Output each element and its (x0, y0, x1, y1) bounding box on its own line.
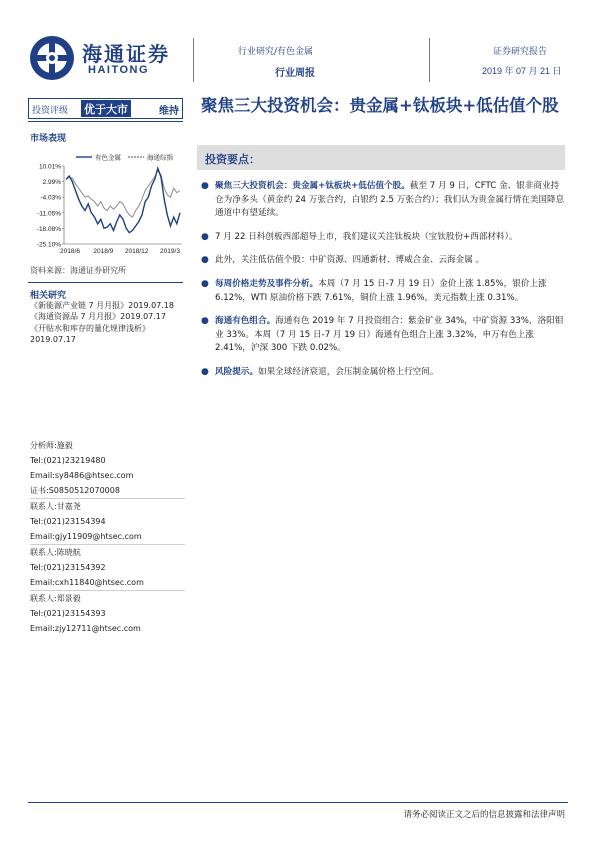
bullet-icon: ● (201, 316, 209, 327)
chart-source: 资料来源：海通证券研究所 (30, 266, 126, 275)
y-tick-label: 2.99% (42, 179, 61, 187)
rating-box (28, 98, 183, 119)
brand-name-cn: 海通证券 (82, 42, 170, 66)
analyst-cert: 证书:S0850512070008 (30, 486, 120, 495)
bullet-icon: ● (201, 181, 209, 191)
bullet-icon: ● (201, 278, 209, 289)
brand-name-en: HAITONG (88, 64, 150, 76)
y-tick-label: -25.10% (36, 241, 61, 249)
bullet-heading: 聚焦三大投资机会：贵金属+钛板块+低估值个股。 (215, 181, 410, 191)
market-performance-chart (28, 150, 186, 260)
x-tick-label: 2018/6 (60, 248, 80, 255)
y-tick-label: 10.01% (38, 163, 61, 171)
related-research-title: 相关研究 (30, 291, 67, 301)
footer-rule (28, 802, 568, 803)
bullet-item (197, 315, 567, 356)
performance-chart-svg (28, 150, 186, 260)
contact-tel: Tel:(021)23154392 (30, 563, 106, 572)
related-item[interactable]: 《开贴水和库存的量化规律浅析》 (30, 323, 150, 333)
contact-email[interactable]: Email:cxh11840@htsec.com (30, 578, 144, 587)
contact-name: 联系人:郑景毅 (30, 594, 81, 603)
y-tick-label: -18.08% (36, 225, 61, 233)
report-kind: 行业周报 (275, 68, 315, 79)
contact-email[interactable]: Email:gjy11909@htsec.com (30, 532, 142, 541)
contact-name: 联系人:甘嘉尧 (30, 502, 81, 511)
contact-name: 联系人:陈晓航 (30, 548, 81, 557)
x-tick-label: 2018/12 (124, 248, 149, 255)
bullet-item (197, 366, 567, 380)
bullet-text: 本周（7 月 15 日-7 月 19 日）金价上涨 1.85%，银价上涨 6.12%，WTI 原油价格下跌 7.61%，铜价上涨 1.96%，美元指数上涨 0.31%。 (215, 278, 547, 303)
header-divider (429, 38, 430, 82)
contact-tel: Tel:(021)23154393 (30, 609, 106, 618)
market-performance-title: 市场表现 (30, 134, 67, 144)
bullet-icon: ● (201, 231, 209, 242)
related-item[interactable]: 《新能源产业链 7 月月报》2019.07.18 (30, 301, 174, 310)
report-title: 聚焦三大投资机会：贵金属+钛板块+低估值个股 (201, 96, 559, 115)
bullet-heading: 每周价格走势及事件分析。 (215, 278, 319, 289)
bullet-icon: ● (201, 366, 209, 377)
legend-label: 海通综指 (147, 153, 173, 162)
investment-points-title: 投资要点： (205, 153, 260, 166)
analyst-name: 分析师:施毅 (30, 441, 73, 450)
contact-email[interactable]: Email:zjy12711@htsec.com (30, 624, 141, 633)
rating-value: 优于大市 (81, 100, 131, 117)
related-item[interactable]: 《海通资源品 7 月月报》2019.07.17 (30, 312, 166, 322)
legend-label: 有色金属 (95, 153, 121, 162)
investment-points-bar (197, 145, 565, 170)
contacts-block (30, 438, 185, 636)
report-category: 行业研究/有色金属 (238, 47, 314, 57)
bullet-text: 7 月 22 日科创板西部超导上市，我们建议关注钛板块（宝钛股份+西部材料）。 (215, 231, 518, 242)
report-type: 证券研究报告 (493, 47, 548, 57)
series-line-nonferrous (66, 168, 180, 233)
haitong-logo (28, 34, 188, 84)
bullet-text: 截至 7 月 9 日，CFTC 金、银非商业持仓为净多头（黄金约 24 万张合约，白银约 2.5 万张合约）；我们认为贵金属行情在美国降息通道中有望延续。 (215, 181, 565, 219)
bullet-item (197, 278, 567, 305)
haitong-emblem-icon (28, 34, 76, 82)
rating-label: 投资评级 (32, 106, 69, 116)
y-tick-label: -11.05% (37, 210, 61, 218)
contact-tel: Tel:(021)23154394 (30, 517, 106, 526)
analyst-email[interactable]: Email:sy8486@htsec.com (30, 471, 134, 480)
rating-action: 维持 (159, 106, 179, 117)
analyst-tel: Tel:(021)23219480 (30, 456, 106, 465)
bullet-item (197, 180, 567, 221)
footer-disclaimer: 请务必阅读正文之后的信息披露和法律声明 (403, 810, 565, 820)
y-tick-label: -4.03% (40, 194, 61, 202)
bullet-heading: 海通有色组合。 (215, 316, 276, 327)
sidebar-divider (28, 282, 183, 283)
x-tick-label: 2018/9 (93, 248, 114, 255)
report-date: 2019 年 07 月 21 日 (482, 66, 562, 76)
bullet-heading: 风险提示。 (215, 366, 258, 377)
rating-rule (28, 121, 183, 122)
bullet-text: 此外，关注低估值个股：中矿资源、四通新材、博威合金、云海金属 。 (215, 255, 485, 266)
bullet-item (197, 231, 567, 245)
investment-points-list (197, 180, 567, 390)
related-research-list (30, 300, 185, 346)
related-item: 2019.07.17 (30, 335, 76, 345)
x-tick-label: 2019/3 (160, 248, 180, 255)
bullet-text: 海通有色 2019 年 7 月投资组合：紫金矿业 34%，中矿资源 33%，洛阳钼业 33%。本周（7 月 15 日-7 月 19 日）海通有色组合上涨 3.32%，申万有色上涨 2.41%，沪深 300 下跌 0.02%。 (215, 316, 564, 354)
bullet-icon: ● (201, 255, 209, 266)
bullet-text: 如果全球经济衰退，会压制金属价格上行空间。 (257, 366, 439, 377)
bullet-item (197, 254, 567, 268)
header-divider (193, 38, 194, 82)
